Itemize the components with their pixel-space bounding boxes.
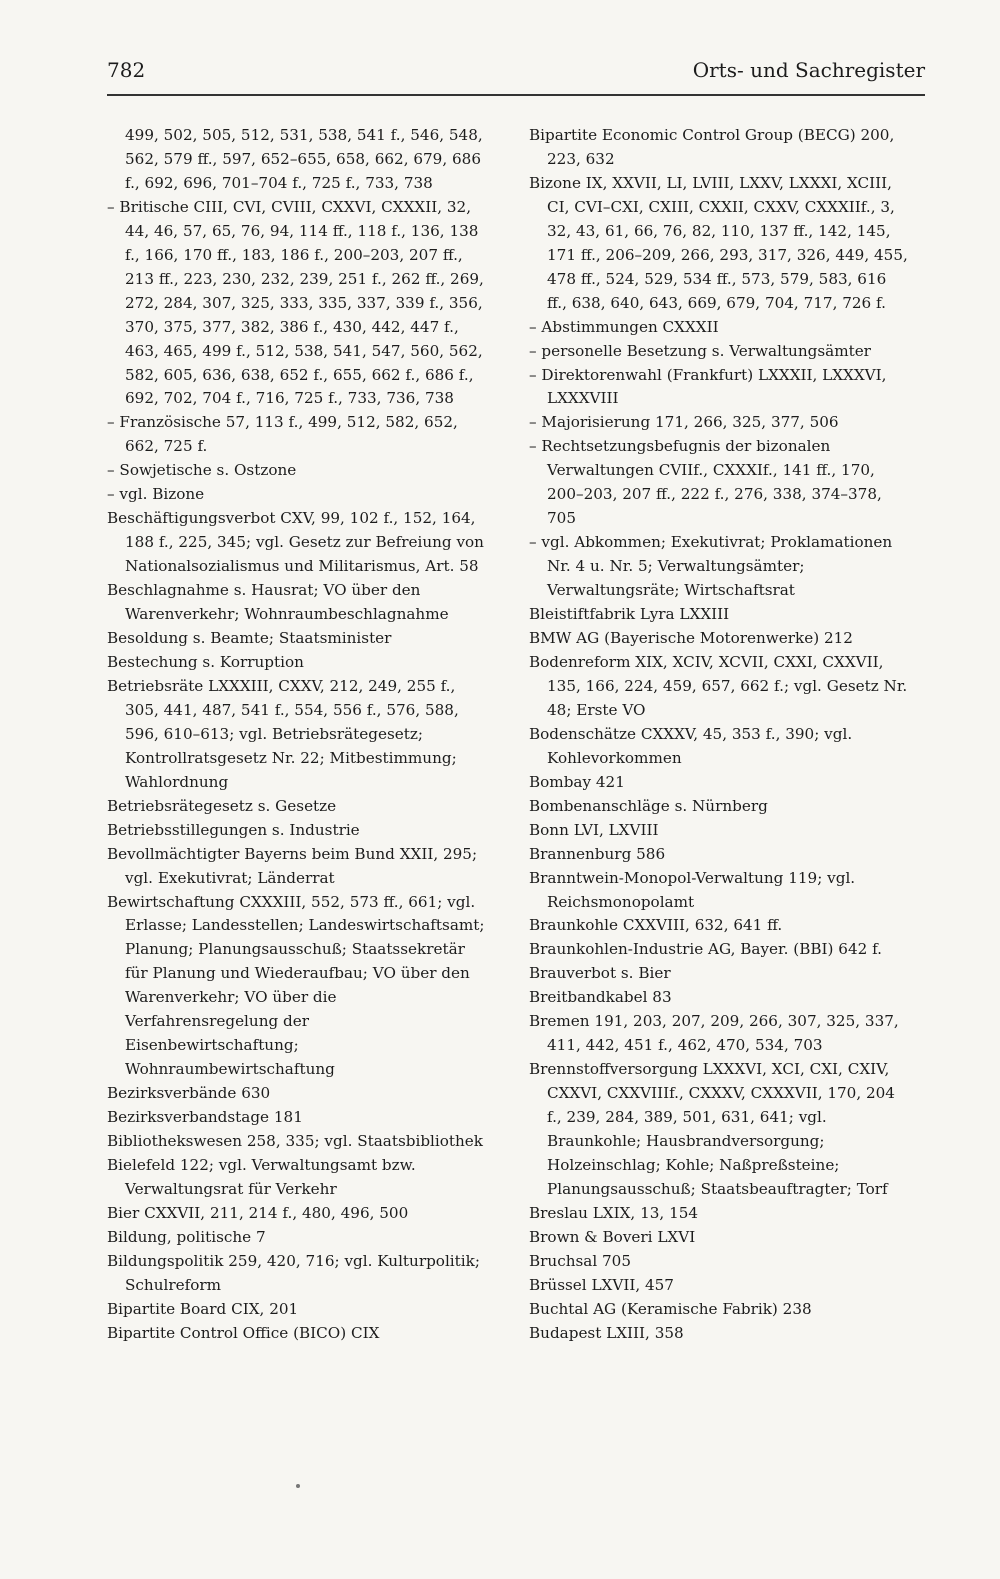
index-entry: Bremen 191, 203, 207, 209, 266, 307, 325, 337, 411, 442, 451 f., 462, 470, 534, 703 [529,1012,899,1055]
index-entry: Beschlagnahme s. Hausrat; VO über den Warenverkehr; Wohnraumbeschlagnahme [107,581,449,624]
index-entry: Bipartite Economic Control Group (BECG) 200, 223, 632 [529,126,895,168]
index-entry: Beschäftigungsverbot CXV, 99, 102 f., 152, 164, 188 f., 225, 345; vgl. Gesetz zur Befreiung von Nationalsozialismus und Militarismus, Art. 58 [107,509,484,576]
index-entry: Bielefeld 122; vgl. Verwaltungsamt bzw. Verwaltungsrat für Verkehr [107,1155,416,1198]
index-entry: – vgl. Bizone [107,485,205,504]
left-column [107,124,487,1346]
index-entry: – Französische 57, 113 f., 499, 512, 582, 652, 662, 725 f. [107,413,458,456]
index-entry: – Sowjetische s. Ostzone [107,461,297,480]
index-entry: – personelle Besetzung s. Verwaltungsämter [529,341,871,360]
index-entry: Bizone IX, XXVII, LI, LVIII, LXXV, LXXXI, XCIII, CI, CVI–CXI, CXIII, CXXII, CXXV, CXXXIIf., 3, 32, 43, 61, 66, 76, 82, 110, 137 ff., 142, 145, 171 ff., 206–209, 266, 293, 317, 326, 449, 455, 478 ff., 524, 529, 534 ff., 573, 579, 583, 616 ff., 638, 640, 643, 669, 679, 704, 717, 726 f. [529,173,908,312]
index-entry: – Rechtsetzungsbefugnis der bizonalen Verwaltungen CVIIf., CXXXIf., 141 ff., 170, 200–203, 207 ff., 222 f., 276, 338, 374–378, 705 [529,437,882,528]
index-entry: Braunkohlen-Industrie AG, Bayer. (BBI) 642 f. [529,940,883,959]
index-entry: Bildung, politische 7 [107,1227,266,1246]
index-entry: Bombenanschläge s. Nürnberg [529,796,768,815]
section-title: Orts- und Sachregister [692,58,925,82]
print-speck [296,1484,300,1488]
index-entry: Bibliothekswesen 258, 335; vgl. Staatsbibliothek [107,1132,483,1151]
index-entry: Budapest LXIII, 358 [529,1323,684,1342]
index-entry: Betriebsrätegesetz s. Gesetze [107,796,337,815]
index-entry: – Majorisierung 171, 266, 325, 377, 506 [529,413,839,432]
index-entry: Breslau LXIX, 13, 154 [529,1203,699,1222]
index-entry: Bombay 421 [529,772,625,791]
index-entry: Bier CXXVII, 211, 214 f., 480, 496, 500 [107,1203,409,1222]
index-entry: Bevollmächtigter Bayerns beim Bund XXII, 295; vgl. Exekutivrat; Länderrat [107,844,478,887]
index-entry: Braunkohle CXXVIII, 632, 641 ff. [529,916,783,935]
index-entry: Bodenschätze CXXXV, 45, 353 f., 390; vgl. Kohlevorkommen [529,724,853,767]
right-column [529,124,909,1346]
index-entry: Bildungspolitik 259, 420, 716; vgl. Kulturpolitik; Schulreform [107,1251,480,1294]
index-entry: Bezirksverbände 630 [107,1084,271,1103]
index-entry: Brannenburg 586 [529,844,666,863]
index-entry: Betriebsstillegungen s. Industrie [107,820,360,839]
index-entry: Brüssel LXVII, 457 [529,1275,674,1294]
index-entry: Bruchsal 705 [529,1251,632,1270]
index-entry: Bestechung s. Korruption [107,652,304,671]
header-rule [107,94,925,96]
index-entry: Bipartite Board CIX, 201 [107,1299,299,1318]
index-entry: Breitbandkabel 83 [529,988,672,1007]
index-entry: – vgl. Abkommen; Exekutivrat; Proklamationen Nr. 4 u. Nr. 5; Verwaltungsämter; Verwaltungsräte; Wirtschaftsrat [529,533,893,600]
index-entry: – Britische CIII, CVI, CVIII, CXXVI, CXXXII, 32, 44, 46, 57, 65, 76, 94, 114 ff., 118 f., 136, 138 f., 166, 170 ff., 183, 186 f., 200–203, 207 ff., 213 ff., 223, 230, 232, 239, 251 f., 262 ff., 269, 272, 284, 307, 325, 333, 335, 337, 339 f., 356, 370, 375, 377, 382, 386 f., 430, 442, 447 f., 463, 465, 499 f., 512, 538, 541, 547, 560, 562, 582, 605, 636, 638, 652 f., 655, 662 f., 686 f., 692, 702, 704 f., 716, 725 f., 733, 736, 738 [107,197,484,408]
running-header [107,58,925,82]
index-entry: Bipartite Control Office (BICO) CIX [107,1323,380,1342]
index-entry: Brauverbot s. Bier [529,964,671,983]
index-entry: Betriebsräte LXXXIII, CXXV, 212, 249, 255 f., 305, 441, 487, 541 f., 554, 556 f., 576, 588, 596, 610–613; vgl. Betriebsrätegesetz; Kontrollratsgesetz Nr. 22; Mitbestimmung; Wahlordnung [107,676,459,791]
index-entry: Besoldung s. Beamte; Staatsminister [107,629,392,648]
index-entry: Brown & Boveri LXVI [529,1227,696,1246]
index-entry: Bezirksverbandstage 181 [107,1108,303,1127]
page-number: 782 [107,58,146,82]
index-entry: Bonn LVI, LXVIII [529,820,659,839]
index-entry: – Direktorenwahl (Frankfurt) LXXXII, LXXXVI, LXXXVIII [529,365,887,408]
index-entry: Bewirtschaftung CXXXIII, 552, 573 ff., 661; vgl. Erlasse; Landesstellen; Landeswirtschaftsamt; Planung; Planungsausschuß; Staatssekretär für Planung und Wiederaufbau; VO über den Warenverkehr; VO über die Verfahrensregelung der Eisenbewirtschaftung; Wohnraumbewirtschaftung [107,892,485,1079]
index-entry: Bleistiftfabrik Lyra LXXIII [529,605,730,624]
index-entry: Brennstoffversorgung LXXXVI, XCI, CXI, CXIV, CXXVI, CXXVIIIf., CXXXV, CXXXVII, 170, 204 f., 239, 284, 389, 501, 631, 641; vgl. Braunkohle; Hausbrandversorgung; Holzeinschlag; Kohle; Naßpreßsteine; Planungsausschuß; Staatsbeauftragter; Torf [529,1060,895,1198]
index-entry: – Abstimmungen CXXXII [529,317,719,336]
index-entry: Bodenreform XIX, XCIV, XCVII, CXXI, CXXVII, 135, 166, 224, 459, 657, 662 f.; vgl. Gesetz Nr. 48; Erste VO [529,652,908,719]
index-entry: 499, 502, 505, 512, 531, 538, 541 f., 546, 548, 562, 579 ff., 597, 652–655, 658, 662, 679, 686 f., 692, 696, 701–704 f., 725 f., 733, 738 [125,126,483,192]
index-entry: BMW AG (Bayerische Motorenwerke) 212 [529,629,853,648]
index-entry: Branntwein-Monopol-Verwaltung 119; vgl. Reichsmonopolamt [529,868,856,911]
index-entry: Buchtal AG (Keramische Fabrik) 238 [529,1299,812,1318]
